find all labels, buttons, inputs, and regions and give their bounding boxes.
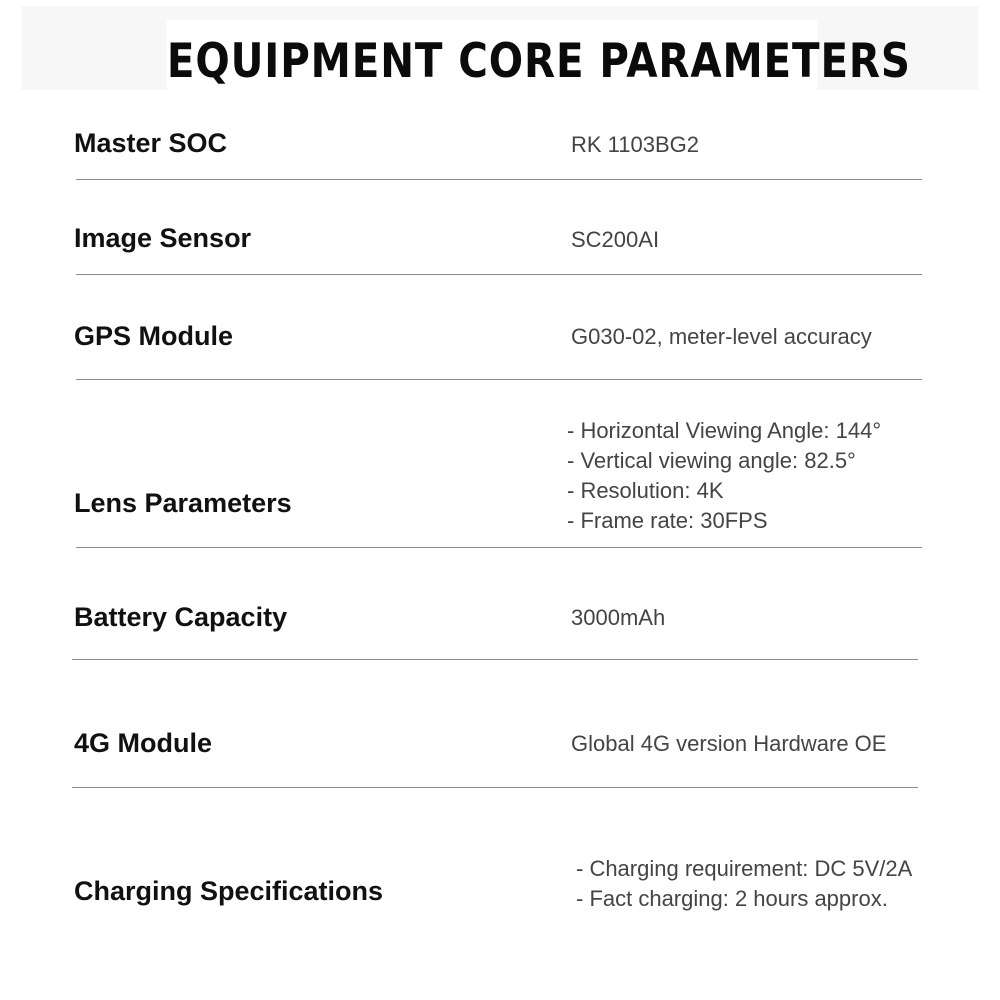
- spec-value-battery-capacity: 3000mAh: [571, 605, 666, 630]
- page-title: EQUIPMENT CORE PARAMETERS: [167, 20, 817, 90]
- row-divider: [76, 274, 922, 275]
- lens-line-resolution: - Resolution: 4K: [567, 478, 724, 503]
- spec-label-image-sensor: Image Sensor: [74, 223, 252, 253]
- lens-line-vertical-angle: - Vertical viewing angle: 82.5°: [567, 448, 856, 473]
- row-divider: [72, 787, 918, 788]
- row-divider: [72, 659, 918, 660]
- spec-label-4g-module: 4G Module: [74, 728, 213, 758]
- row-divider: [76, 547, 922, 548]
- charging-line-time: - Fact charging: 2 hours approx.: [576, 886, 888, 911]
- spec-label-gps-module: GPS Module: [74, 321, 234, 351]
- spec-value-master-soc: RK 1103BG2: [571, 132, 700, 157]
- spec-value-image-sensor: SC200AI: [571, 227, 660, 252]
- spec-label-battery-capacity: Battery Capacity: [74, 602, 288, 632]
- lens-line-frame-rate: - Frame rate: 30FPS: [567, 508, 768, 533]
- spec-value-gps-module: G030-02, meter-level accuracy: [571, 324, 872, 349]
- row-divider: [76, 379, 922, 380]
- charging-line-requirement: - Charging requirement: DC 5V/2A: [576, 856, 913, 881]
- spec-label-master-soc: Master SOC: [74, 128, 228, 158]
- spec-value-4g-module: Global 4G version Hardware OE: [571, 731, 887, 756]
- lens-line-horizontal-angle: - Horizontal Viewing Angle: 144°: [567, 418, 882, 443]
- row-divider: [76, 179, 922, 180]
- spec-value-charging-specifications: [576, 854, 912, 914]
- spec-value-lens-parameters: [567, 416, 881, 536]
- spec-label-lens-parameters: Lens Parameters: [74, 488, 292, 518]
- spec-label-charging-specifications: Charging Specifications: [74, 876, 384, 906]
